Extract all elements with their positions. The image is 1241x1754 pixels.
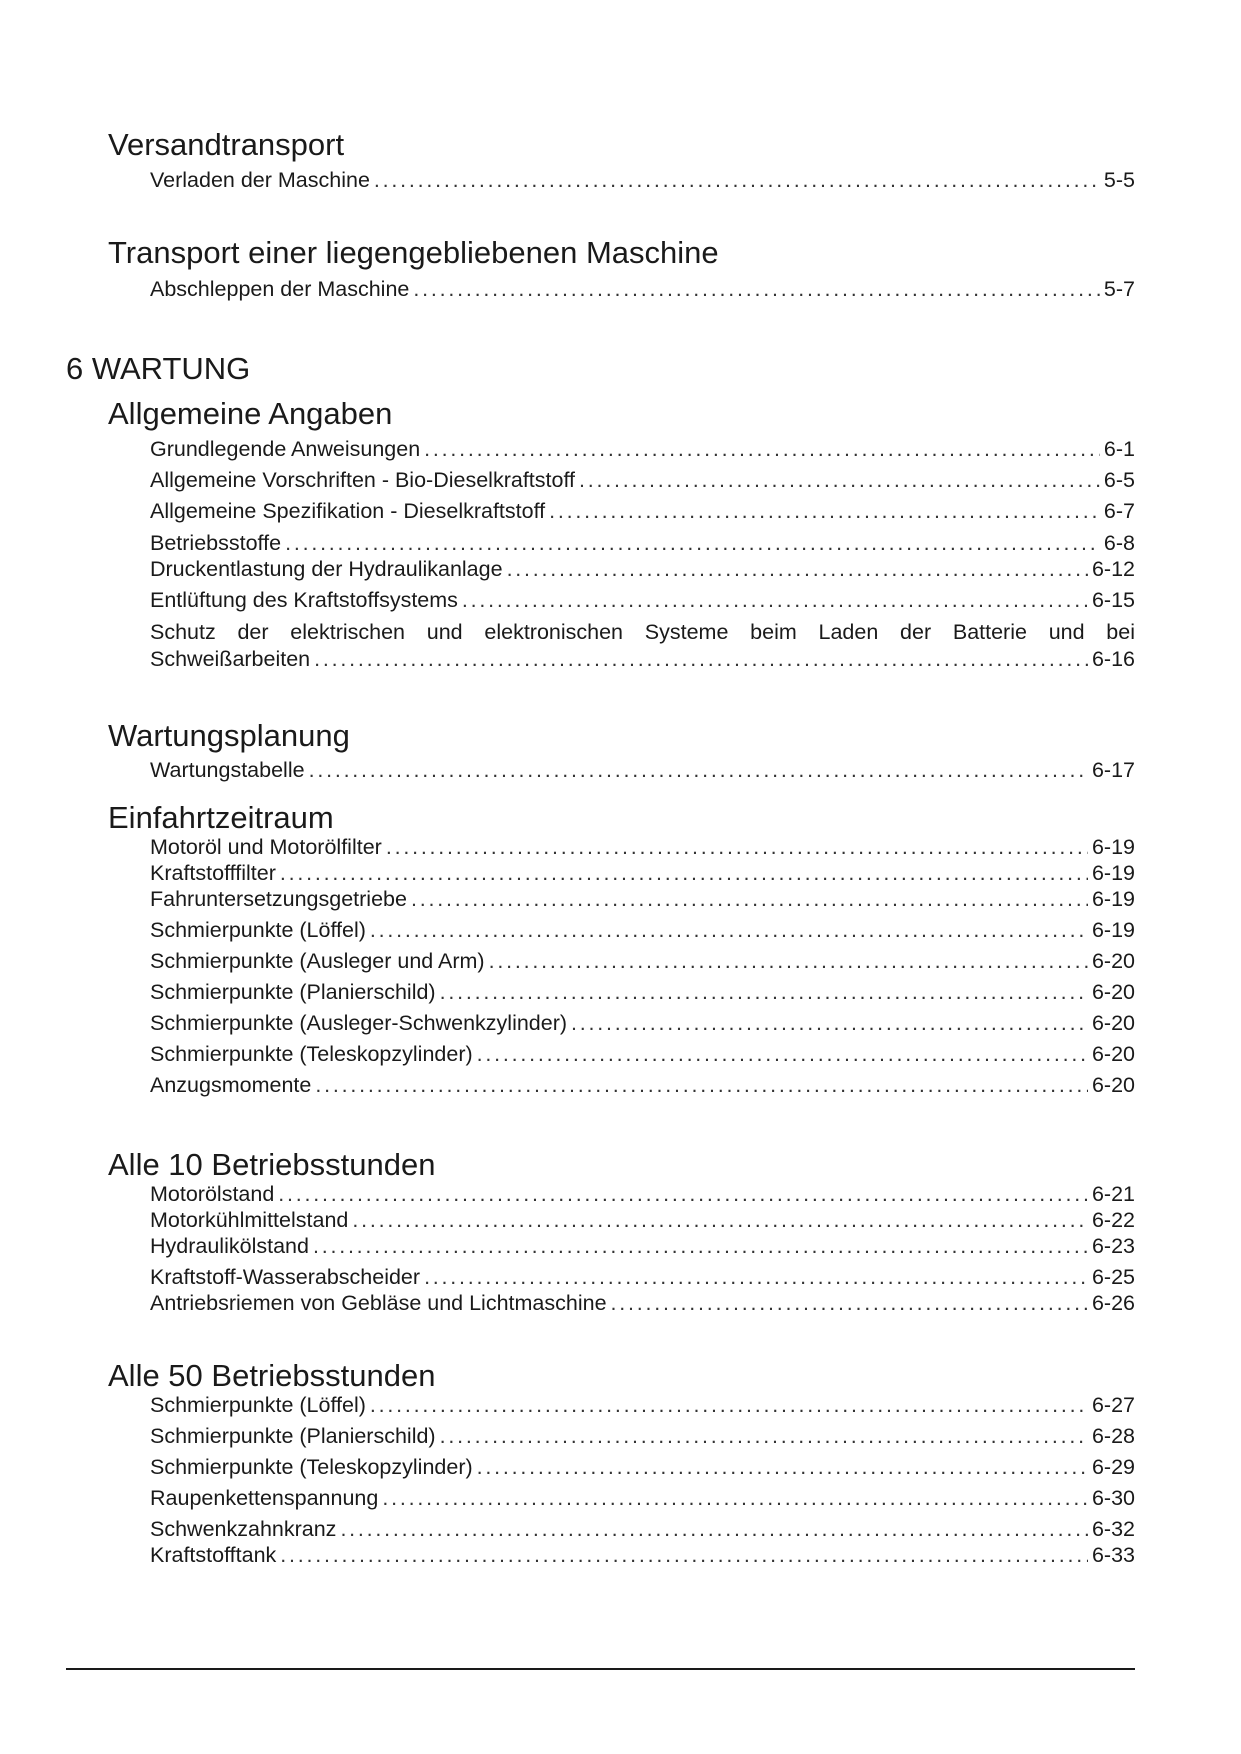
toc-entry-title: Kraftstoff-Wasserabscheider — [150, 1265, 421, 1289]
toc-entry-title: Grundlegende Anweisungen — [150, 437, 421, 461]
section-heading-einfahrtzeitraum: Einfahrtzeitraum — [108, 800, 334, 835]
toc-entry-page: 6-19 — [1091, 887, 1135, 911]
toc-entry-title: Schmierpunkte (Löffel) — [150, 1393, 366, 1417]
dot-leader — [549, 498, 1100, 524]
toc-entry-title: Hydraulikölstand — [150, 1234, 309, 1258]
toc-entry[interactable] — [150, 1542, 1135, 1568]
toc-entry-page: 6-32 — [1091, 1517, 1135, 1541]
toc-entry-title: Antriebsriemen von Gebläse und Lichtmaschine — [150, 1291, 607, 1315]
toc-entry-page: 5-5 — [1103, 168, 1135, 192]
toc-entry[interactable] — [150, 436, 1135, 462]
toc-entry-page: 6-19 — [1091, 835, 1135, 859]
dot-leader — [313, 1233, 1088, 1259]
toc-entry-page: 6-33 — [1091, 1543, 1135, 1567]
toc-entry-page: 6-16 — [1091, 647, 1135, 671]
toc-entry-title: Schmierpunkte (Löffel) — [150, 918, 366, 942]
toc-entry-title: Raupenkettenspannung — [150, 1486, 379, 1510]
toc-entry-title: Druckentlastung der Hydraulikanlage — [150, 557, 503, 581]
section-heading-alle-10: Alle 10 Betriebsstunden — [108, 1147, 436, 1182]
toc-entry-title: Fahruntersetzungsgetriebe — [150, 887, 407, 911]
toc-entry-page: 6-23 — [1091, 1234, 1135, 1258]
section-heading-allgemeine-angaben: Allgemeine Angaben — [108, 396, 393, 431]
toc-entry[interactable] — [150, 1264, 1135, 1290]
toc-entry-title: Kraftstofftank — [150, 1543, 277, 1567]
toc-entry[interactable] — [150, 1485, 1135, 1511]
dot-leader — [477, 1454, 1088, 1480]
toc-entry-title: Entlüftung des Kraftstoffsystems — [150, 588, 458, 612]
toc-entry-title: Schmierpunkte (Teleskopzylinder) — [150, 1042, 473, 1066]
toc-entry-page: 6-8 — [1103, 531, 1135, 555]
toc-entry-title: Motoröl und Motorölfilter — [150, 835, 382, 859]
toc-entry-title: Allgemeine Spezifikation - Dieselkraftstoff — [150, 499, 546, 523]
toc-entry-title: Motorölstand — [150, 1182, 275, 1206]
dot-leader — [611, 1290, 1088, 1316]
toc-entry-page: 6-30 — [1091, 1486, 1135, 1510]
dot-leader — [413, 276, 1100, 302]
section-heading-alle-50: Alle 50 Betriebsstunden — [108, 1358, 436, 1393]
toc-entry-title: Betriebsstoffe — [150, 531, 282, 555]
toc-entry-page: 6-28 — [1091, 1424, 1135, 1448]
dot-leader — [370, 1392, 1088, 1418]
toc-entry-title: Schmierpunkte (Planierschild) — [150, 980, 436, 1004]
toc-entry-page: 6-20 — [1091, 980, 1135, 1004]
toc-entry-title: Kraftstofffilter — [150, 861, 276, 885]
dot-leader — [370, 917, 1088, 943]
toc-entry[interactable] — [150, 1072, 1135, 1098]
toc-entry-title: Schmierpunkte (Ausleger und Arm) — [150, 949, 485, 973]
toc-entry-page: 6-17 — [1091, 758, 1135, 782]
toc-entry[interactable] — [150, 498, 1135, 524]
dot-leader — [382, 1485, 1088, 1511]
toc-entry[interactable] — [150, 587, 1135, 613]
toc-entry-title: Motorkühlmittelstand — [150, 1208, 349, 1232]
toc-entry-title: Wartungstabelle — [150, 758, 305, 782]
dot-leader — [424, 436, 1100, 462]
footer-rule — [66, 1668, 1135, 1670]
toc-entry-title: Schmierpunkte (Teleskopzylinder) — [150, 1455, 473, 1479]
dot-leader — [579, 467, 1100, 493]
toc-entry-title: Abschleppen der Maschine — [150, 277, 410, 301]
dot-leader — [285, 530, 1100, 556]
dot-leader — [352, 1207, 1088, 1233]
toc-entry-page: 6-1 — [1103, 437, 1135, 461]
chapter-heading: 6 WARTUNG — [66, 351, 251, 386]
toc-entry-page: 6-19 — [1091, 918, 1135, 942]
dot-leader — [477, 1041, 1088, 1067]
toc-entry-title: Schmierpunkte (Ausleger-Schwenkzylinder) — [150, 1011, 568, 1035]
toc-entry-page: 6-22 — [1091, 1208, 1135, 1232]
toc-entry-page: 6-15 — [1091, 588, 1135, 612]
toc-entry-page: 6-12 — [1091, 557, 1135, 581]
dot-leader — [489, 948, 1088, 974]
toc-entry-page: 6-25 — [1091, 1265, 1135, 1289]
toc-entry[interactable] — [150, 886, 1135, 912]
toc-entry[interactable] — [150, 167, 1135, 193]
dot-leader — [386, 834, 1088, 860]
dot-leader — [507, 556, 1088, 582]
toc-entry[interactable] — [150, 276, 1135, 302]
toc-entry-page: 6-27 — [1091, 1393, 1135, 1417]
toc-entry[interactable] — [150, 1041, 1135, 1067]
dot-leader — [315, 1072, 1088, 1098]
toc-entry[interactable] — [150, 467, 1135, 493]
dot-leader — [374, 167, 1100, 193]
dot-leader — [424, 1264, 1088, 1290]
dot-leader — [314, 646, 1088, 672]
toc-entry[interactable] — [150, 757, 1135, 783]
toc-entry[interactable] — [150, 834, 1135, 860]
toc-entry[interactable] — [150, 1454, 1135, 1480]
toc-entry-page: 5-7 — [1103, 277, 1135, 301]
toc-entry-page: 6-5 — [1103, 468, 1135, 492]
toc-entry[interactable] — [150, 979, 1135, 1005]
toc-entry-title: Allgemeine Vorschriften - Bio-Dieselkraftstoff — [150, 468, 576, 492]
toc-entry-page: 6-7 — [1103, 499, 1135, 523]
dot-leader — [309, 757, 1088, 783]
toc-entry[interactable] — [150, 860, 1135, 886]
toc-entry[interactable] — [150, 646, 1135, 672]
toc-entry-title: Anzugsmomente — [150, 1073, 312, 1097]
toc-entry-page: 6-20 — [1091, 949, 1135, 973]
toc-entry[interactable] — [150, 1423, 1135, 1449]
toc-entry[interactable] — [150, 556, 1135, 582]
toc-entry-page: 6-29 — [1091, 1455, 1135, 1479]
toc-entry[interactable] — [150, 948, 1135, 974]
toc-entry[interactable] — [150, 1233, 1135, 1259]
toc-entry-page: 6-20 — [1091, 1042, 1135, 1066]
section-heading-transport: Transport einer liegengebliebenen Maschine — [108, 235, 719, 270]
toc-entry[interactable] — [150, 1392, 1135, 1418]
dot-leader — [440, 979, 1088, 1005]
toc-entry[interactable] — [150, 1207, 1135, 1233]
dot-leader — [440, 1423, 1088, 1449]
dot-leader — [280, 860, 1088, 886]
toc-entry-title: Schmierpunkte (Planierschild) — [150, 1424, 436, 1448]
dot-leader — [571, 1010, 1088, 1036]
toc-entry-page: 6-21 — [1091, 1182, 1135, 1206]
toc-entry-page: 6-20 — [1091, 1073, 1135, 1097]
toc-entry-page: 6-26 — [1091, 1291, 1135, 1315]
toc-entry-long-line1[interactable]: Schutz der elektrischen und elektronischen Systeme beim Laden der Batterie und bei — [150, 620, 1135, 644]
dot-leader — [278, 1181, 1088, 1207]
toc-entry[interactable] — [150, 1010, 1135, 1036]
toc-entry[interactable] — [150, 530, 1135, 556]
dot-leader — [340, 1516, 1088, 1542]
toc-entry-title: Schweißarbeiten — [150, 647, 311, 671]
section-heading-wartungsplanung: Wartungsplanung — [108, 718, 350, 753]
toc-entry[interactable] — [150, 1290, 1135, 1316]
toc-entry-title: Verladen der Maschine — [150, 168, 370, 192]
toc-entry[interactable] — [150, 917, 1135, 943]
dot-leader — [462, 587, 1088, 613]
toc-entry-page: 6-19 — [1091, 861, 1135, 885]
toc-entry[interactable] — [150, 1516, 1135, 1542]
section-heading-versandtransport: Versandtransport — [108, 127, 345, 162]
toc-entry-title: Schwenkzahnkranz — [150, 1517, 337, 1541]
dot-leader — [411, 886, 1088, 912]
toc-entry-page: 6-20 — [1091, 1011, 1135, 1035]
dot-leader — [280, 1542, 1088, 1568]
toc-entry[interactable] — [150, 1181, 1135, 1207]
